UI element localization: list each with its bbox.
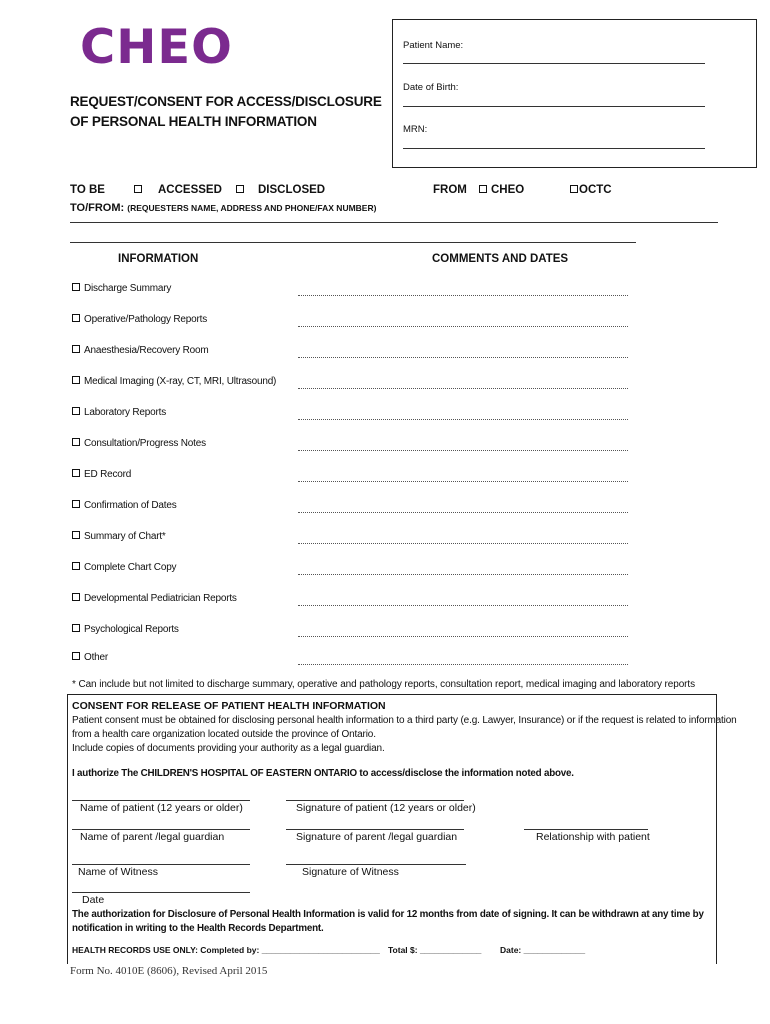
accessed-label: ACCESSED: [158, 184, 222, 196]
info-item-label: Complete Chart Copy: [84, 562, 177, 573]
patient-name-label-sig: Name of patient (12 years or older): [80, 802, 243, 814]
info-item-checkbox[interactable]: [72, 376, 80, 384]
info-item-checkbox[interactable]: [72, 652, 80, 660]
info-item-comment-field[interactable]: [298, 664, 628, 665]
info-item-label: ED Record: [84, 469, 132, 480]
cheo-option[interactable]: [479, 184, 524, 196]
info-item-checkbox[interactable]: [72, 469, 80, 477]
requester-line-2[interactable]: [70, 242, 636, 243]
authorization-statement: I authorize The CHILDREN'S HOSPITAL OF EASTERN ONTARIO to access/disclose the information noted above.: [72, 768, 574, 779]
patient-name-field[interactable]: [403, 63, 705, 64]
witness-name-field[interactable]: [72, 864, 250, 865]
info-item-checkbox[interactable]: [72, 624, 80, 632]
tofrom-label: TO/FROM:: [70, 202, 125, 214]
date-field[interactable]: [72, 892, 250, 893]
patient-name-sig-field[interactable]: [72, 800, 250, 801]
info-item-comment-field[interactable]: [298, 450, 628, 451]
accessed-option[interactable]: [134, 184, 222, 196]
witness-name-label: Name of Witness: [78, 866, 158, 878]
patient-signature-field[interactable]: [286, 800, 464, 801]
info-item-checkbox[interactable]: [72, 438, 80, 446]
info-item-comment-field[interactable]: [298, 636, 628, 637]
info-item-comment-field[interactable]: [298, 574, 628, 575]
info-item-comment-field[interactable]: [298, 605, 628, 606]
info-item-label: Psychological Reports: [84, 624, 179, 635]
info-item[interactable]: [72, 283, 171, 294]
info-item[interactable]: [72, 593, 237, 604]
relationship-field[interactable]: [524, 829, 648, 830]
info-item-label: Laboratory Reports: [84, 407, 167, 418]
tofrom-hint: (REQUESTERS NAME, ADDRESS AND PHONE/FAX NUMBER): [127, 203, 377, 213]
info-item-label: Summary of Chart*: [84, 531, 166, 542]
info-item[interactable]: [72, 407, 166, 418]
accessed-checkbox[interactable]: [134, 185, 142, 193]
info-item-checkbox[interactable]: [72, 593, 80, 601]
witness-signature-label: Signature of Witness: [302, 866, 399, 878]
dob-field[interactable]: [403, 106, 705, 107]
info-item[interactable]: [72, 345, 209, 356]
cheo-checkbox[interactable]: [479, 185, 487, 193]
validity-note: [72, 908, 704, 936]
consent-heading: CONSENT FOR RELEASE OF PATIENT HEALTH INFORMATION: [72, 700, 386, 712]
info-item-label: Developmental Pediatrician Reports: [84, 593, 237, 604]
consent-paragraph: [72, 714, 737, 756]
info-item-checkbox[interactable]: [72, 407, 80, 415]
info-item-comment-field[interactable]: [298, 419, 628, 420]
info-item-label: Consultation/Progress Notes: [84, 438, 206, 449]
info-item-comment-field[interactable]: [298, 357, 628, 358]
info-item[interactable]: [72, 531, 166, 542]
patient-info-box: [392, 19, 757, 168]
octc-option[interactable]: [570, 184, 612, 196]
info-item-comment-field[interactable]: [298, 388, 628, 389]
form-title: [70, 92, 382, 132]
comments-heading: COMMENTS AND DATES: [432, 253, 569, 265]
mrn-field[interactable]: [403, 148, 705, 149]
form-title-line1: REQUEST/CONSENT FOR ACCESS/DISCLOSURE: [70, 94, 382, 109]
cheo-label: CHEO: [491, 184, 525, 196]
information-heading: INFORMATION: [118, 253, 199, 265]
info-item-label: Operative/Pathology Reports: [84, 314, 208, 325]
info-item-checkbox[interactable]: [72, 531, 80, 539]
form-title-line2: OF PERSONAL HEALTH INFORMATION: [70, 114, 317, 129]
hr-date: Date: _____________: [500, 945, 586, 955]
info-item-comment-field[interactable]: [298, 295, 628, 296]
cheo-logo: CHEO: [80, 20, 233, 75]
consent-line-2: from a health care organization located outside the province of Ontario.: [72, 729, 376, 740]
relationship-label: Relationship with patient: [536, 831, 650, 843]
hr-completed-by: HEALTH RECORDS USE ONLY: Completed by: _________________________: [72, 945, 380, 955]
to-be-label: TO BE: [70, 184, 105, 196]
info-item-label: Anaesthesia/Recovery Room: [84, 345, 209, 356]
mrn-label: MRN:: [403, 124, 428, 135]
date-label: Date: [82, 894, 105, 906]
disclosed-option[interactable]: [236, 184, 325, 196]
info-item-label: Medical Imaging (X-ray, CT, MRI, Ultrasound): [84, 376, 277, 387]
info-item-checkbox[interactable]: [72, 500, 80, 508]
info-item[interactable]: [72, 438, 206, 449]
disclosed-label: DISCLOSED: [258, 184, 326, 196]
hr-total: Total $: _____________: [388, 945, 482, 955]
info-item[interactable]: [72, 652, 108, 663]
info-item-checkbox[interactable]: [72, 345, 80, 353]
info-item-comment-field[interactable]: [298, 543, 628, 544]
tofrom-row: [70, 202, 376, 214]
summary-footnote: * Can include but not limited to discharge summary, operative and pathology reports, consultation report, medical imaging and laboratory reports: [72, 679, 695, 690]
info-item-comment-field[interactable]: [298, 481, 628, 482]
from-label: FROM: [433, 184, 467, 196]
info-item[interactable]: [72, 562, 176, 573]
info-item[interactable]: [72, 500, 177, 511]
octc-label: OCTC: [579, 184, 612, 196]
parent-name-label: Name of parent /legal guardian: [80, 831, 225, 843]
disclosed-checkbox[interactable]: [236, 185, 244, 193]
form-number: Form No. 4010E (8606), Revised April 2015: [70, 965, 268, 977]
parent-signature-label: Signature of parent /legal guardian: [296, 831, 458, 843]
consent-line-3: Include copies of documents providing your authority as a legal guardian.: [72, 743, 385, 754]
info-item[interactable]: [72, 469, 131, 480]
info-item-comment-field[interactable]: [298, 512, 628, 513]
parent-signature-field[interactable]: [286, 829, 464, 830]
patient-signature-label: Signature of patient (12 years or older): [296, 802, 476, 814]
parent-name-field[interactable]: [72, 829, 250, 830]
info-item-label: Discharge Summary: [84, 283, 172, 294]
info-item-checkbox[interactable]: [72, 314, 80, 322]
requester-line-1[interactable]: [70, 222, 718, 223]
info-item-label: Other: [84, 652, 109, 663]
info-item[interactable]: [72, 314, 207, 325]
consent-line-1: Patient consent must be obtained for disclosing personal health information to a third party (e.g. Lawyer, Insurance) or if the request is related to information: [72, 715, 737, 726]
validity-line-2: notification in writing to the Health Records Department.: [72, 923, 324, 934]
patient-name-label: Patient Name:: [403, 40, 464, 51]
octc-checkbox[interactable]: [570, 185, 578, 193]
info-item[interactable]: [72, 376, 276, 387]
witness-signature-field[interactable]: [286, 864, 466, 865]
info-item-comment-field[interactable]: [298, 326, 628, 327]
info-item[interactable]: [72, 624, 179, 635]
validity-line-1: The authorization for Disclosure of Personal Health Information is valid for 12 months from date of signing. It can be withdrawn at any time by: [72, 909, 704, 920]
dob-label: Date of Birth:: [403, 82, 459, 93]
info-item-checkbox[interactable]: [72, 562, 80, 570]
info-item-checkbox[interactable]: [72, 283, 80, 291]
info-item-label: Confirmation of Dates: [84, 500, 177, 511]
